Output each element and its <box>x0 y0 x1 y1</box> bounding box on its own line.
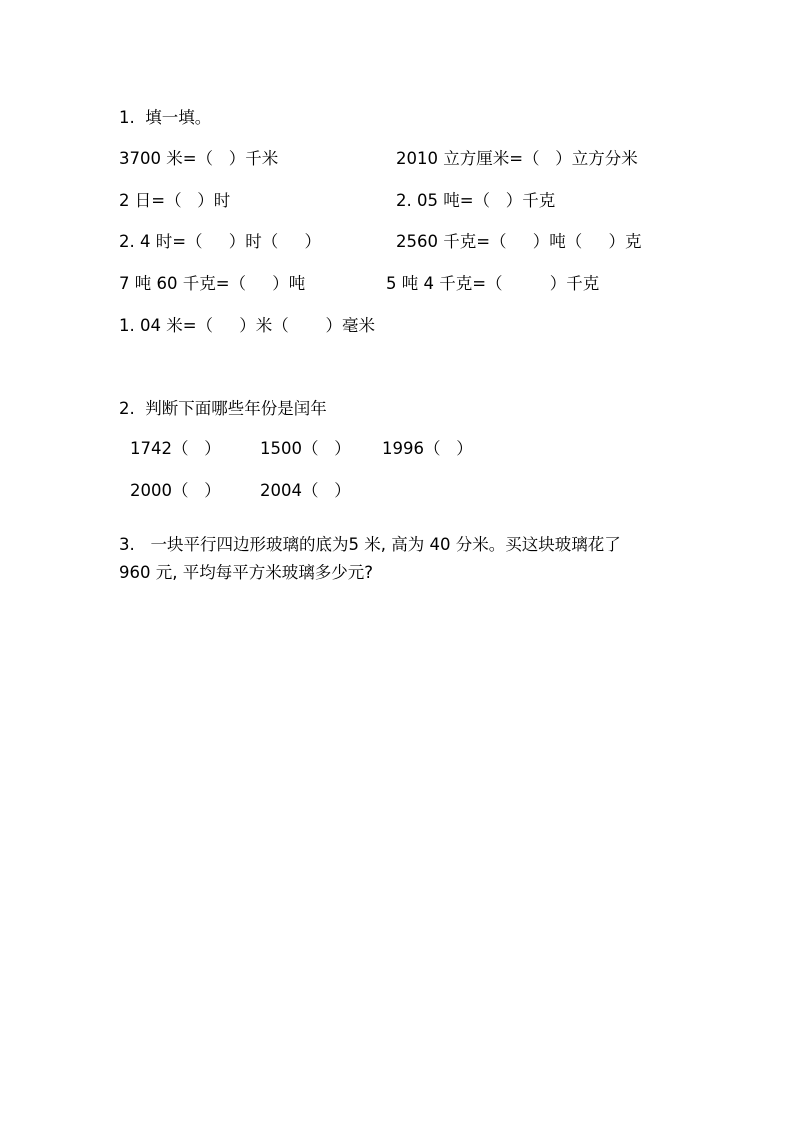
year-item-1500: 1500（ ） <box>260 439 351 458</box>
q1-item-5: 2. 4 时=（ ）时（ ） <box>119 232 322 251</box>
year-item-2000: 2000（ ） <box>130 481 221 500</box>
q1-item-1: 3700 米=（ ）千米 <box>119 149 279 168</box>
year-item-2004: 2004（ ） <box>260 481 351 500</box>
q1-item-2: 2010 立方厘米=（ ）立方分米 <box>396 149 638 168</box>
q1-item-6: 2560 千克=（ ）吨（ ）克 <box>396 232 642 251</box>
q1-item-3: 2 日=（ ）时 <box>119 191 231 210</box>
question-3-line-2: 960 元, 平均每平方米玻璃多少元? <box>119 563 373 582</box>
question-2-title: 2. 判断下面哪些年份是闰年 <box>119 399 327 418</box>
question-1-title: 1. 填一填。 <box>119 108 212 127</box>
year-item-1742: 1742（ ） <box>130 439 221 458</box>
year-item-1996: 1996（ ） <box>382 439 473 458</box>
question-3-line-1: 3. 一块平行四边形玻璃的底为5 米, 高为 40 分米。买这块玻璃花了 <box>119 535 621 554</box>
q1-item-4: 2. 05 吨=（ ）千克 <box>396 191 556 210</box>
q1-item-8: 5 吨 4 千克=（ ）千克 <box>386 274 600 293</box>
q1-item-9: 1. 04 米=（ ）米（ ）毫米 <box>119 316 375 335</box>
q1-item-7: 7 吨 60 千克=（ ）吨 <box>119 274 306 293</box>
